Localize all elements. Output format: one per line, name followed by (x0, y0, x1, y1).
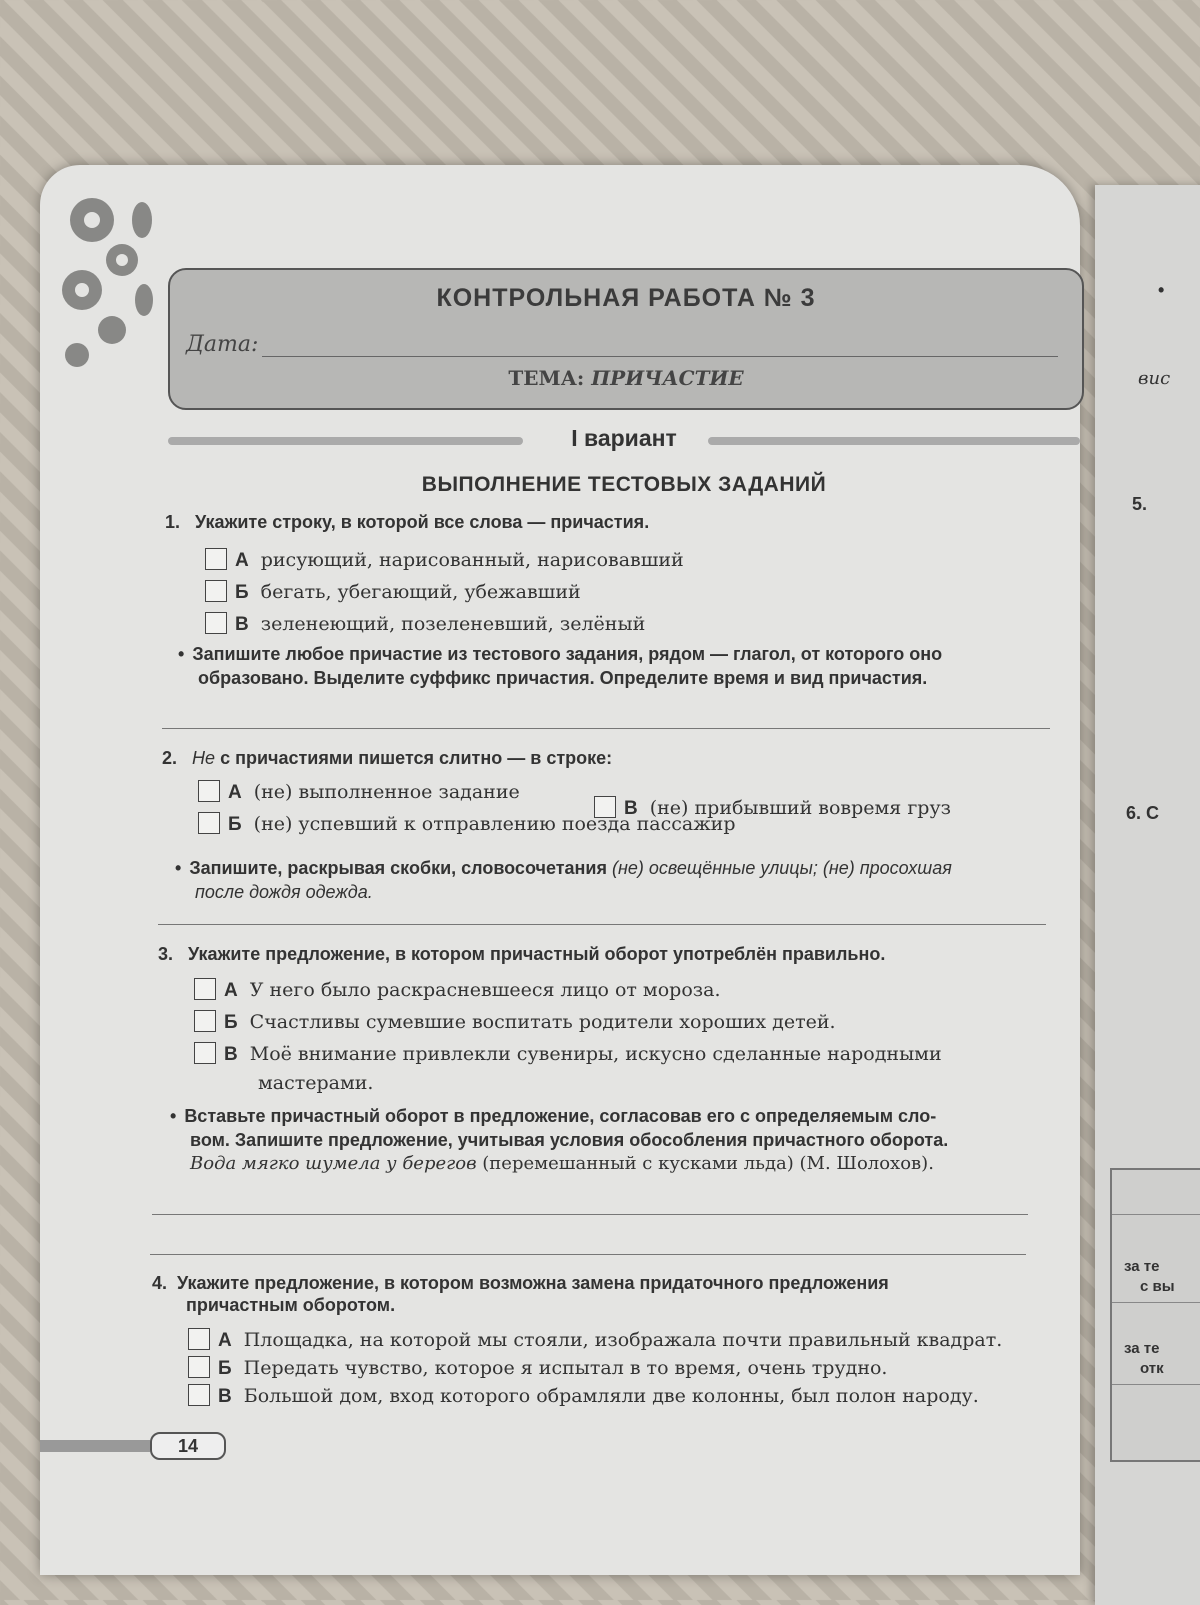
example-italic: Вода мягко шумела у берегов (190, 1153, 477, 1174)
question-number: 2. (162, 748, 178, 768)
variant-heading (168, 425, 1080, 461)
option-letter: Б (218, 1358, 232, 1379)
option-letter: В (624, 798, 638, 819)
q1-task: • Запишите любое причастие из тестового задания, рядом — глагол, от которого оно образовано. Выделите суффикс причастия. Определите время и вид причастия. (178, 644, 943, 688)
answer-line[interactable] (152, 1214, 1028, 1215)
right-page-fragment: вис (1138, 368, 1171, 389)
right-page-bullet: • (1158, 280, 1165, 300)
table-cell: за те (1124, 1258, 1160, 1275)
floral-ornament-icon (52, 180, 162, 380)
q3-option-c-continuation: мастерами. (258, 1072, 374, 1094)
checkbox[interactable] (205, 548, 227, 570)
q1-option-a[interactable] (205, 548, 684, 572)
question-text: Укажите предложение, в котором причастный оборот употреблён правильно. (188, 944, 886, 964)
right-page-question-5: 5. (1132, 494, 1148, 514)
option-letter: А (228, 782, 242, 803)
checkbox[interactable] (194, 1010, 216, 1032)
checkbox[interactable] (198, 812, 220, 834)
answer-line[interactable] (158, 924, 1046, 925)
option-text: Площадка, на которой мы стояли, изображала почти правильный квадрат. (243, 1329, 1003, 1351)
q3-option-b[interactable] (194, 1010, 836, 1034)
option-text: Передать чувство, которое я испытал в то время, очень трудно. (243, 1357, 888, 1379)
q1-option-b[interactable] (205, 580, 581, 604)
option-text: бегать, убегающий, убежавший (260, 581, 581, 603)
topic (170, 366, 1082, 390)
topic-name: ПРИЧАСТИЕ (591, 366, 744, 390)
checkbox[interactable] (194, 1042, 216, 1064)
variant-label: I вариант (571, 425, 677, 451)
checkbox[interactable] (194, 978, 216, 1000)
task-line: вом. Запишите предложение, учитывая условия обособления причастного оборота. (190, 1130, 949, 1150)
q3-option-c[interactable] (194, 1042, 942, 1066)
section-title: ВЫПОЛНЕНИЕ ТЕСТОВЫХ ЗАДАНИЙ (421, 473, 827, 496)
test-header (168, 268, 1084, 410)
option-letter: А (235, 550, 249, 571)
task-line: Запишите, раскрывая скобки, словосочетания (189, 858, 607, 878)
question-1 (165, 512, 649, 533)
page-title: КОНТРОЛЬНАЯ РАБОТА № 3 (436, 284, 816, 312)
task-line: Запишите любое причастие из тестового задания, рядом — глагол, от которого оно (192, 644, 943, 664)
q3-option-a[interactable] (194, 978, 721, 1002)
page-number: 14 (150, 1432, 226, 1460)
option-letter: Б (235, 582, 249, 603)
right-page-table (1110, 1168, 1200, 1462)
option-text: У него было раскрасневшееся лицо от мороза. (249, 979, 721, 1001)
q3-task: • Вставьте причастный оборот в предложение, согласовав его с определяемым сло- вом. Запишите предложение, учитывая условия обособления причастного оборота. Вода мягко шумела у берегов (перемешанный с кусками льда) (М. Шолохов). (170, 1106, 949, 1174)
question-3 (158, 944, 885, 965)
task-line: Вставьте причастный оборот в предложение, согласовав его с определяемым сло- (184, 1106, 937, 1126)
option-text: Большой дом, вход которого обрамляли две колонны, был полон народу. (243, 1385, 979, 1407)
option-text: рисующий, нарисованный, нарисовавший (260, 549, 684, 571)
checkbox[interactable] (205, 580, 227, 602)
table-cell: с вы (1140, 1278, 1175, 1295)
option-letter: В (218, 1386, 232, 1407)
q2-option-a[interactable] (198, 780, 520, 804)
answer-line[interactable] (150, 1254, 1026, 1255)
option-text: Счастливы сумевшие воспитать родители хороших детей. (249, 1011, 836, 1033)
option-letter: В (235, 614, 249, 635)
option-letter: Б (224, 1012, 238, 1033)
table-cell: отк (1140, 1360, 1164, 1377)
table-row (1112, 1302, 1200, 1303)
question-2 (162, 748, 612, 769)
checkbox[interactable] (188, 1328, 210, 1350)
option-letter: В (224, 1044, 238, 1065)
question-4 (152, 1272, 889, 1316)
task-line: образовано. Выделите суффикс причастия. Определите время и вид причастия. (198, 668, 928, 688)
table-cell: за те (1124, 1340, 1160, 1357)
question-number: 1. (165, 512, 181, 532)
q4-option-a[interactable] (188, 1328, 1002, 1352)
checkbox[interactable] (188, 1384, 210, 1406)
date-label: Дата: (186, 332, 259, 357)
date-field-line[interactable] (262, 356, 1058, 357)
question-number: 3. (158, 944, 174, 964)
option-letter: А (224, 980, 238, 1001)
q4-option-c[interactable] (188, 1384, 979, 1408)
right-page-question-6: 6. С (1126, 803, 1160, 823)
topic-prefix: ТЕМА: (508, 366, 585, 390)
option-text: (не) прибывший вовремя груз (649, 797, 951, 819)
q1-option-c[interactable] (205, 612, 645, 636)
option-text: (не) успевший к отправлению поезда пассажир (253, 813, 736, 835)
question-text-cont: причастным оборотом. (186, 1295, 396, 1315)
q2-option-b[interactable] (198, 812, 736, 836)
answer-line[interactable] (162, 728, 1050, 729)
checkbox[interactable] (188, 1356, 210, 1378)
task-italic: (не) освещённые улицы; (не) просохшая (612, 858, 952, 878)
checkbox[interactable] (205, 612, 227, 634)
option-text: зеленеющий, позеленевший, зелёный (260, 613, 646, 635)
table-row (1112, 1384, 1200, 1385)
question-text: с причастиями пишется слитно — в строке: (220, 748, 613, 768)
q2-task: • Запишите, раскрывая скобки, словосочетания (не) освещённые улицы; (не) просохшая после дождя одежда. (175, 858, 952, 902)
question-text: Укажите строку, в которой все слова — причастия. (195, 512, 650, 532)
option-letter: Б (228, 814, 242, 835)
q4-option-b[interactable] (188, 1356, 887, 1380)
example-text: (перемешанный с кусками льда) (М. Шолохов). (482, 1153, 934, 1174)
option-letter: А (218, 1330, 232, 1351)
table-row (1112, 1214, 1200, 1215)
option-text: (не) выполненное задание (253, 781, 520, 803)
question-italic-word: Не (192, 748, 216, 768)
question-text: Укажите предложение, в котором возможна замена придаточного предложения (177, 1273, 889, 1293)
option-text: Моё внимание привлекли сувениры, искусно сделанные народными (249, 1043, 942, 1065)
page-number-bar (40, 1440, 150, 1452)
checkbox[interactable] (198, 780, 220, 802)
question-number: 4. (152, 1273, 168, 1293)
task-italic: после дождя одежда. (195, 882, 373, 902)
